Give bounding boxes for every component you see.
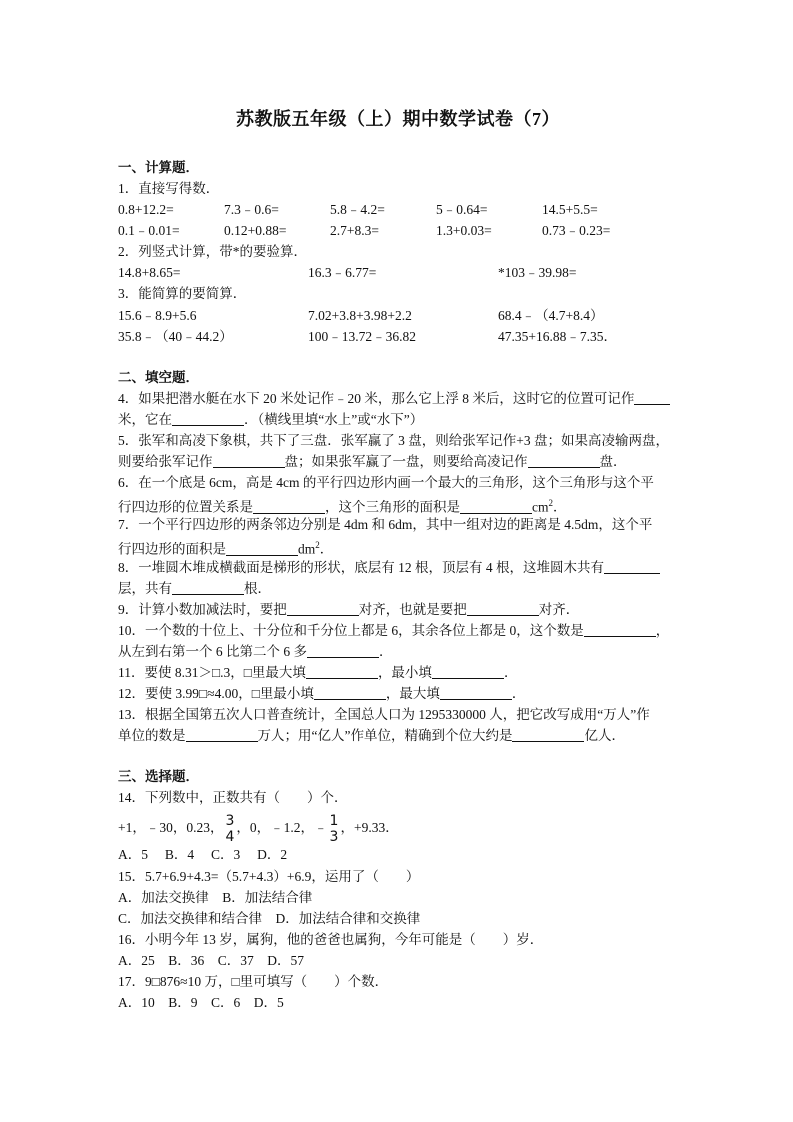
question-text: A．5 B．4 C．3 D．2 [118,847,288,863]
expression: 7.02+3.8+3.98+2.2 [308,307,412,323]
question-text: A．加法交换律 B．加法结合律 [118,889,313,905]
question-line [118,430,698,451]
question-text: 盘． [599,454,627,470]
section-heading: 三、选择题． [118,769,199,785]
expression: 16.3﹣6.77= [308,265,377,281]
expression: 14.5+5.5= [542,202,598,218]
question-line [118,178,698,199]
question-line [118,787,698,808]
question-text: +1，﹣30，0.23， [118,820,224,836]
question-line [118,908,698,929]
question-text: 10．一个数的十位上、十分位和千分位上都是 6，其余各位上都是 0，这个数是 [118,622,584,638]
question-text: ， [655,622,670,638]
question-line [118,971,698,992]
question-text: 行四边形的面积是 [118,541,226,557]
question-line [118,812,698,844]
answer-blank[interactable] [253,499,325,514]
question-line [118,844,698,865]
question-text: ，最大填 [385,686,440,702]
expression: 5.8﹣4.2= [330,202,385,218]
question-text: 5．张军和高凌下象棋，共下了三盘．张军赢了 3 盘，则给张军记作+3 盘；如果高凌输两盘， [118,432,669,448]
question-text: ．（横线里填“水上”或“水下”） [244,411,424,427]
question-line [118,241,698,262]
section-gap [118,347,698,367]
question-text: 单位的数是 [118,728,186,744]
question-line [118,620,698,641]
expression: *103﹣39.98= [498,265,577,281]
expression: 7.3﹣0.6= [224,202,279,218]
answer-blank[interactable] [528,453,600,468]
section-gap [118,746,698,766]
question-text: ，0，﹣1.2，﹣ [236,820,328,836]
question-text: ． [503,664,518,680]
expression: 0.73﹣0.23= [542,223,611,239]
section-heading: 二、填空题． [118,369,199,385]
answer-blank[interactable] [172,580,244,595]
question-text: 从左到右第一个 6 比第二个 6 多 [118,643,307,659]
question-text: 盘；如果张军赢了一盘，则要给高凌记作 [284,454,528,470]
answer-blank[interactable] [584,622,656,637]
question-text: A．10 B．9 C．6 D．5 [118,995,284,1011]
answer-blank[interactable] [307,643,379,658]
question-line [118,283,698,304]
calc-row [118,199,698,220]
expression: 14.8+8.65= [118,265,181,281]
question-line [118,578,698,599]
question-line [118,725,698,746]
expression: 15.6﹣8.9+5.6 [118,307,197,323]
answer-blank[interactable] [226,541,298,556]
answer-blank[interactable] [512,727,584,742]
question-text: ，最小填 [377,664,432,680]
expression: 35.8﹣（40﹣44.2） [118,328,233,344]
fraction [226,813,235,845]
question-text: 对齐，也就是要把 [358,601,467,617]
question-line [118,514,698,535]
expression: 47.35+16.88﹣7.35． [498,328,617,344]
question-text: ． [379,643,393,659]
question-text: 万人；用“亿人”作单位，精确到个位大约是 [257,728,513,744]
question-text: 16．小明今年 13 岁，属狗，他的爸爸也属狗，今年可能是（ ）岁． [118,931,544,947]
calc-row [118,305,698,326]
calc-row [118,220,698,241]
superscript: 2 [548,498,553,509]
question-text: 行四边形的位置关系是 [118,499,253,515]
question-line [118,950,698,971]
question-text: ． [319,541,334,557]
question-text: ． [553,499,567,515]
question-text: 8．一堆圆木堆成横截面是梯形的形状，底层有 12 根，顶层有 4 根，这堆圆木共有 [118,559,604,575]
question-text: 14．下列数中，正数共有（ ）个． [118,790,348,806]
expression: 1.3+0.03= [436,223,492,239]
answer-blank[interactable] [306,664,378,679]
question-text: 亿人． [584,728,625,744]
question-text: dm [298,541,316,557]
question-text: 4．如果把潜水艇在水下 20 米处记作﹣20 米，那么它上浮 8 米后，这时它的位置可记作 [118,390,635,406]
question-text: 12．要使 3.99□≈4.00，□里最小填 [118,686,314,702]
question-line [118,535,698,556]
question-line [118,451,698,472]
exam-content [118,157,698,1013]
answer-blank[interactable] [440,685,512,700]
answer-blank[interactable] [213,453,285,468]
question-line [118,388,698,409]
question-line [118,929,698,950]
expression: 0.1﹣0.01= [118,223,180,239]
calc-row [118,326,698,347]
question-line [118,493,698,514]
question-text: 根． [244,580,271,596]
question-text: cm [532,499,549,515]
expression: 100﹣13.72﹣36.82 [308,328,416,344]
question-line [118,704,698,725]
answer-blank[interactable] [186,727,258,742]
question-text: 17．9□876≈10 万，□里可填写（ ）个数． [118,974,389,989]
answer-blank[interactable] [432,664,504,679]
question-text: C．加法交换律和结合律 D．加法结合律和交换律 [118,910,421,926]
question-line [118,472,698,493]
question-text: 15．5.7+6.9+4.3=（5.7+4.3）+6.9，运用了（ ） [118,868,420,884]
question-text: 层，共有 [118,580,172,596]
answer-blank[interactable] [172,411,244,426]
expression: 5﹣0.64= [436,202,488,218]
question-text: 7．一个平行四边形的两条邻边分别是 4dm 和 6dm，其中一组对边的距离是 4.5dm，这个平 [118,517,653,533]
numerator: 1 [329,813,339,830]
question-line [118,641,698,662]
question-text: ． [511,686,526,702]
question-text: A．25 B．36 C．37 D．57 [118,952,305,968]
numerator: 3 [225,813,235,830]
answer-blank[interactable] [287,601,359,616]
question-line [118,599,698,620]
question-text: 11．要使 8.31＞□.3，□里最大填 [118,664,306,680]
question-line [118,409,698,430]
expression: 0.8+12.2= [118,202,174,218]
question-line [118,866,698,887]
answer-blank[interactable] [634,390,670,405]
denominator: 4 [225,829,235,846]
expression: 0.12+0.88= [224,223,287,239]
question-text: ，这个三角形的面积是 [325,499,460,515]
question-text: 6．在一个底是 6cm，高是 4cm 的平行四边形内画一个最大的三角形，这个三角形与这个平 [118,475,654,491]
question-line [118,683,698,704]
question-text: 3．能简算的要简算． [118,286,247,302]
question-text: 9．计算小数加减法时，要把 [118,601,287,617]
question-line [118,557,698,578]
expression: 68.4﹣（4.7+8.4） [498,307,604,323]
answer-blank[interactable] [604,559,660,574]
question-text: 对齐． [538,601,580,617]
expression: 2.7+8.3= [330,223,379,239]
question-text: 2．列竖式计算，带*的要验算． [118,244,307,260]
question-text: 则要给张军记作 [118,454,213,470]
question-line [118,887,698,908]
fraction [330,813,339,845]
question-line [118,662,698,683]
question-text: ，+9.33． [340,820,399,836]
denominator: 3 [329,829,339,846]
section-heading: 一、计算题． [118,160,199,175]
answer-blank[interactable] [460,499,532,514]
calc-row [118,262,698,283]
superscript: 2 [315,540,320,551]
page-title: 苏教版五年级（上）期中数学试卷（7） [236,109,560,129]
question-text: 米，它在 [118,411,172,427]
question-text: 1．直接写得数． [118,181,220,196]
answer-blank[interactable] [467,601,539,616]
answer-blank[interactable] [314,685,386,700]
question-text: 13．根据全国第五次人口普查统计，全国总人口为 1295330000 人，把它改写成用“万人”作 [118,707,650,723]
question-line [118,992,698,1013]
